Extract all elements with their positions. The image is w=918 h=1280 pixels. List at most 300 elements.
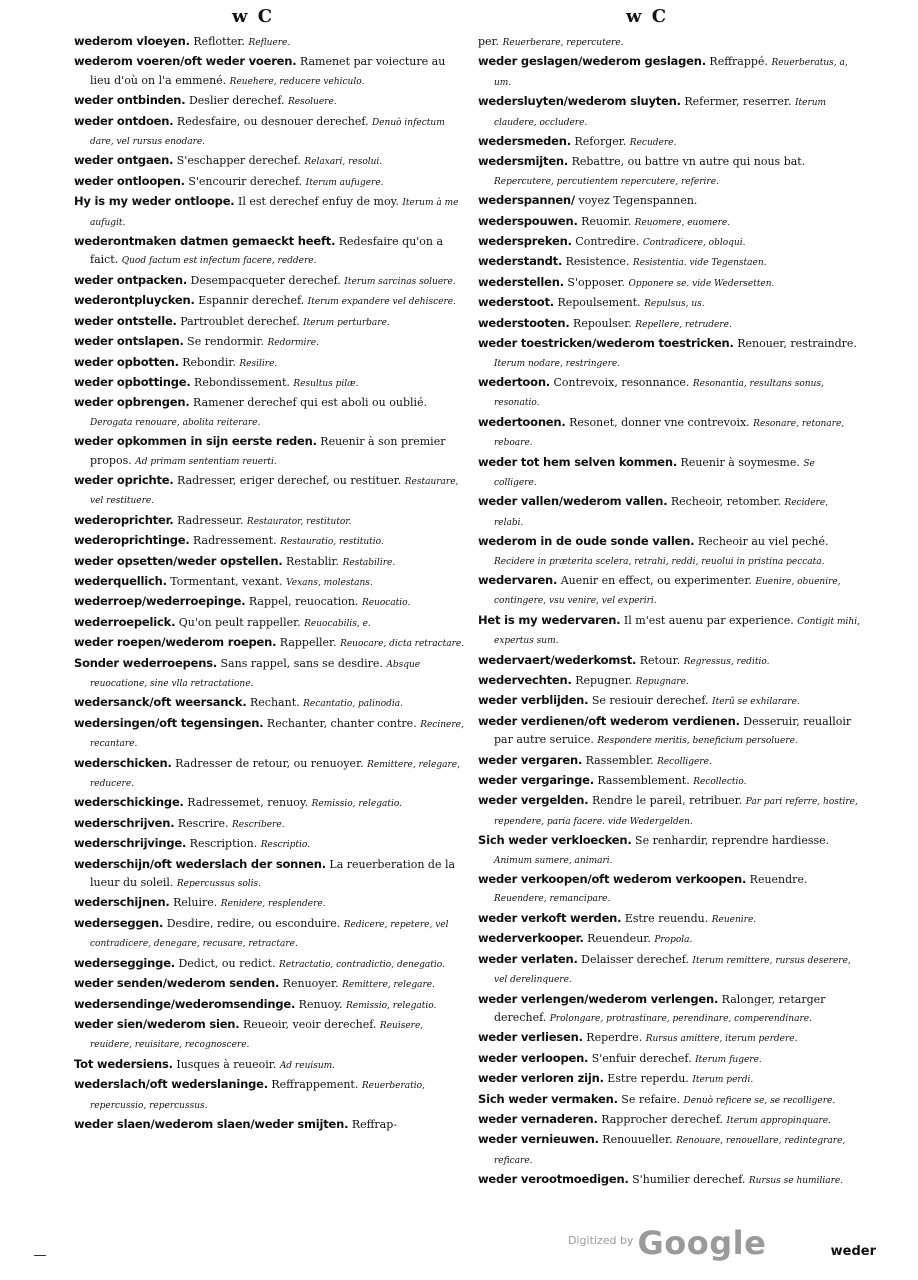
latin-gloss: Reuerberatio, repercussio, repercussus. <box>90 1081 425 1111</box>
latin-gloss: Remissio, relegatio. <box>311 799 402 810</box>
dictionary-entry <box>478 273 860 293</box>
headword: wederspannen/ <box>478 193 575 208</box>
dictionary-entry <box>478 671 860 691</box>
dictionary-entry <box>74 32 466 52</box>
headword: wedertoon. <box>478 374 550 389</box>
dictionary-entry <box>478 909 860 929</box>
latin-gloss: Repugnare. <box>635 677 689 687</box>
dictionary-entry <box>478 751 860 771</box>
headword: wederverkooper. <box>478 931 584 946</box>
headword: wedersingen/oft tegensingen. <box>74 715 264 730</box>
dictionary-entry <box>74 572 466 592</box>
dictionary-entry <box>74 954 466 974</box>
headword: wedervaert/wederkomst. <box>478 652 637 667</box>
french-gloss: Reuendre. <box>749 873 808 887</box>
dictionary-entry <box>478 651 860 671</box>
headword: wedervechten. <box>478 673 572 687</box>
dictionary-entry <box>478 532 860 571</box>
dictionary-entry <box>478 373 860 413</box>
french-gloss: Repoulsement. <box>557 296 641 310</box>
headword: wederoprichter. <box>74 512 174 527</box>
french-gloss: Rescrire. <box>177 816 229 830</box>
latin-gloss: Refluere. <box>248 38 291 48</box>
headword: wederschijn/oft wederslach der sonnen. <box>74 856 326 871</box>
dictionary-entry <box>478 52 860 92</box>
latin-gloss: Recollectio. <box>693 777 747 788</box>
dictionary-entry <box>74 814 466 834</box>
dictionary-entry <box>74 432 466 471</box>
headword: Sich weder vermaken. <box>478 1091 618 1106</box>
dictionary-entry <box>478 1028 860 1048</box>
dictionary-entry <box>74 471 466 511</box>
latin-gloss: Restauratio, restitutio. <box>280 537 384 548</box>
headword: wederoprichtinge. <box>74 533 190 548</box>
headword: wederom voeren/oft weder voeren. <box>74 54 297 69</box>
headword: Hy is my weder ontloope. <box>74 194 235 209</box>
french-gloss: S'opposer. <box>567 275 626 289</box>
french-gloss: Refermer, reserrer. <box>684 95 792 109</box>
french-gloss: Reperdre. <box>586 1031 643 1045</box>
dictionary-entry <box>74 855 466 894</box>
latin-gloss: Rescribere. <box>232 819 285 830</box>
latin-gloss: Recantatio, palinodia. <box>303 699 404 710</box>
french-gloss: Renouer, restraindre. <box>737 337 857 351</box>
french-gloss: Espannir derechef. <box>198 294 305 308</box>
french-gloss: Tormentant, vexant. <box>170 574 283 588</box>
latin-gloss: Absque reuocatione, sine vlla retractatione. <box>90 659 421 689</box>
french-gloss: Radresser, eriger derechef, ou restituer. <box>177 473 402 487</box>
dictionary-entry <box>74 693 466 713</box>
latin-gloss: Animum sumere, animari. <box>494 855 613 866</box>
french-gloss: Reuomir. <box>581 214 632 228</box>
french-gloss: La reuerberation de la lueur du soleil. <box>90 857 456 890</box>
french-gloss: Reuendeur. <box>587 932 651 946</box>
headword: weder verliesen. <box>478 1030 583 1045</box>
headword: weder senden/wederom senden. <box>74 976 280 991</box>
french-gloss: Desseruir, reualloir par autre seruice. <box>494 714 852 747</box>
headword: weder verdienen/oft wederom verdienen. <box>478 713 740 728</box>
dictionary-entry <box>478 32 860 52</box>
latin-gloss: Redormire. <box>267 338 319 349</box>
dictionary-entry <box>478 691 860 711</box>
running-head-right: w C <box>626 6 669 27</box>
french-gloss: Repugner. <box>575 674 633 687</box>
latin-gloss: Reuerberatus, a, um. <box>494 58 848 88</box>
dictionary-entry <box>74 834 466 854</box>
headword: weder ontbinden. <box>74 93 186 108</box>
headword: weder verlengen/wederom verlengen. <box>478 991 719 1006</box>
latin-gloss: Se colligere. <box>494 458 815 488</box>
latin-gloss: Rursus amittere, iterum perdere. <box>645 1034 798 1045</box>
dictionary-entry <box>74 91 466 111</box>
latin-gloss: Recidere, relabi. <box>494 498 829 528</box>
digitized-by-google-watermark <box>568 1224 766 1262</box>
french-gloss: Ramenet par voiecture au lieu d'où on l'a emmené. <box>90 55 446 87</box>
latin-gloss: Denuò infectum dare, vel rursus enodare. <box>90 117 445 148</box>
latin-gloss: Ad reuisum. <box>279 1060 336 1071</box>
latin-gloss: Iterum fugere. <box>695 1054 762 1065</box>
dictionary-entry <box>478 870 860 909</box>
latin-gloss: Resoluere. <box>288 97 337 108</box>
latin-gloss: Resultus pilæ. <box>293 378 359 389</box>
french-gloss: Rebondissement. <box>194 375 290 389</box>
dictionary-entry <box>74 1015 466 1055</box>
headword: wederquellich. <box>74 573 167 588</box>
headword: wederslach/oft wederslaninge. <box>74 1077 268 1092</box>
dictionary-entry <box>74 1115 466 1135</box>
latin-gloss: Iterum aufugere. <box>305 177 384 188</box>
dictionary-entry <box>74 271 466 291</box>
dictionary-entry <box>74 552 466 572</box>
dictionary-entry <box>478 314 860 334</box>
french-gloss: Rassemblement. <box>597 774 690 788</box>
dictionary-entry <box>74 995 466 1015</box>
french-gloss: Deslier derechef. <box>188 94 285 108</box>
french-gloss: Repoulser. <box>573 316 632 330</box>
latin-gloss: Propola. <box>654 935 693 946</box>
dictionary-entry <box>74 754 466 794</box>
dictionary-entry <box>74 531 466 551</box>
headword: weder verootmoedigen. <box>478 1172 629 1187</box>
headword: weder vergaren. <box>478 752 583 767</box>
dictionary-entry <box>478 334 860 373</box>
french-gloss: Se refaire. <box>621 1092 681 1106</box>
latin-gloss: Reuerberare, repercutere. <box>502 38 624 48</box>
headword: weder verlaten. <box>478 951 578 966</box>
french-gloss: Contrevoix, resonnance. <box>553 375 690 389</box>
latin-gloss: Par pari referre, hostire, rependere, paria facere. vide Wedergelden. <box>494 797 858 827</box>
french-gloss: Radresseur. <box>177 513 244 527</box>
dictionary-entry <box>74 793 466 813</box>
headword: weder ontstelle. <box>74 313 177 328</box>
headword: wedersmeden. <box>478 134 571 149</box>
catchword: weder <box>830 1244 876 1259</box>
dictionary-entry <box>478 929 860 949</box>
headword: weder vergelden. <box>478 793 589 808</box>
latin-gloss: Relaxari, resolui. <box>304 157 383 168</box>
headword: wederschijnen. <box>74 895 170 910</box>
headword: weder vallen/wederom vallen. <box>478 494 668 509</box>
latin-gloss: Iterum claudere, occludere. <box>494 98 827 128</box>
latin-gloss: Reuocare, dicta retractare. <box>340 639 465 650</box>
headword: weder vernieuwen. <box>478 1132 599 1147</box>
right-column <box>478 32 860 1191</box>
latin-gloss: Resonantia, resultans sonus, resonatio. <box>494 378 824 409</box>
french-gloss: Rebattre, ou battre vn autre qui nous bat. <box>571 155 806 169</box>
french-gloss: Desempacqueter derechef. <box>190 273 341 287</box>
latin-gloss: Recudere. <box>629 138 677 149</box>
dictionary-entry <box>478 791 860 831</box>
latin-gloss: Resonare, retonare, reboare. <box>494 418 845 449</box>
headword: weder verkoopen/oft wederom verkoopen. <box>478 872 747 887</box>
dictionary-entry <box>478 232 860 252</box>
headword: weder opsetten/weder opstellen. <box>74 553 283 568</box>
dictionary-entry <box>74 714 466 754</box>
french-gloss: Rescription. <box>189 837 258 851</box>
french-gloss: Se rendormir. <box>187 335 264 349</box>
latin-gloss: Quod factum est infectum facere, reddere. <box>121 256 317 267</box>
latin-gloss: Reuocatio. <box>361 598 411 609</box>
dictionary-entry <box>74 373 466 393</box>
french-gloss: Rapprocher derechef. <box>601 1112 724 1126</box>
headword: weder verblijden. <box>478 693 589 708</box>
headword: weder opbotten. <box>74 354 179 369</box>
headword: wederseggingе. <box>74 955 175 970</box>
headword: wederroep/wederroepinge. <box>74 594 246 609</box>
latin-gloss: Rescriptio. <box>260 840 311 851</box>
left-column <box>74 32 466 1135</box>
headword: wedersluyten/wederom sluyten. <box>478 94 681 109</box>
latin-gloss: Opponere se. vide Wedersetten. <box>628 278 775 289</box>
french-gloss: Contredire. <box>575 235 640 249</box>
french-gloss: Reffrap- <box>351 1117 397 1131</box>
french-gloss: Se resiouir derechef. <box>591 694 709 708</box>
french-gloss: Resistence. <box>565 255 630 269</box>
french-gloss: Redesfaire qu'on a faict. <box>90 235 444 267</box>
headword: weder vergaringe. <box>478 773 594 788</box>
french-gloss: Renuoyer. <box>282 977 339 991</box>
latin-gloss: Retractatio, contradictio, denegatio. <box>279 959 445 970</box>
latin-gloss: Repercussus solis. <box>176 879 262 890</box>
dictionary-entry <box>74 974 466 994</box>
headword: wederstoot. <box>478 295 554 310</box>
dictionary-entry <box>478 293 860 313</box>
french-gloss: Desdire, redire, ou esconduire. <box>166 916 341 930</box>
dictionary-entry <box>74 1055 466 1075</box>
dictionary-entry <box>478 492 860 532</box>
headword: wederstandt. <box>478 254 563 269</box>
dictionary-entry <box>478 92 860 132</box>
watermark-prefix: Digitized by <box>568 1234 634 1247</box>
headword: weder toestricken/wederom toestricken. <box>478 336 734 351</box>
headword: wederontpluycken. <box>74 293 195 308</box>
french-gloss: Reueoir, veoir derechef. <box>242 1017 377 1031</box>
dictionary-entry <box>478 1130 860 1170</box>
latin-gloss: Reuomere, euomere. <box>634 217 731 228</box>
dictionary-entry <box>74 1075 466 1115</box>
dictionary-entry <box>478 212 860 232</box>
french-gloss: Reforger. <box>574 135 627 149</box>
latin-gloss: Prolongare, protrastinare, perendinare, comperendinare. <box>549 1013 812 1024</box>
headword: Tot wedersiens. <box>74 1056 173 1071</box>
latin-gloss: Recinere, recantare. <box>90 719 464 750</box>
headword: weder oprichte. <box>74 472 174 487</box>
french-gloss: Estre reuendu. <box>624 911 709 925</box>
latin-gloss: Iterum expandere vel dehiscere. <box>307 297 456 308</box>
latin-gloss: Vexans, molestans. <box>286 577 373 588</box>
latin-gloss: Euenire, obuenire, contingere, vsu venire, vel experiri. <box>494 576 841 607</box>
headword: wederontmaken datmen gemaeckt heeft. <box>74 234 336 249</box>
headword: wederom in de oude sonde vallen. <box>478 534 695 549</box>
french-gloss: Estre reperdu. <box>607 1072 689 1086</box>
french-gloss: Iusques à reueoir. <box>176 1057 277 1071</box>
french-gloss: Renouueller. <box>602 1133 673 1147</box>
latin-gloss: Iterum appropinquare. <box>726 1115 831 1126</box>
headword: weder verkoft werden. <box>478 910 622 925</box>
latin-gloss: Repellere, retrudere. <box>635 319 732 330</box>
dictionary-entry <box>74 332 466 352</box>
french-gloss: Il est derechef enfuy de moy. <box>237 195 399 209</box>
dictionary-entry <box>478 152 860 191</box>
latin-gloss: Iterum à me aufugit. <box>90 198 459 228</box>
latin-gloss: Iterũ se exhilarare. <box>712 697 800 708</box>
latin-gloss: Iterum remittere, rursus deserere, vel derelinquere. <box>494 955 851 986</box>
headword: wedersendinge/wederomsendinge. <box>74 996 296 1011</box>
dictionary-entry <box>74 232 466 271</box>
running-head-left: w C <box>232 6 275 27</box>
latin-gloss: Derogata renouare, abolita reiterare. <box>90 417 261 428</box>
headword: weder ontpacken. <box>74 272 188 287</box>
french-gloss: voyez Tegenspannen. <box>578 194 698 208</box>
latin-gloss: Contigit mihi, expertus sum. <box>494 616 860 647</box>
headword: weder tot hem selven kommen. <box>478 454 678 469</box>
french-gloss: Radressement. <box>193 534 277 548</box>
headword: weder roepen/wederom roepen. <box>74 635 277 650</box>
french-gloss: Reffrappement. <box>271 1078 359 1092</box>
dictionary-entry <box>74 353 466 373</box>
latin-gloss: Regressus, reditio. <box>683 656 770 667</box>
french-gloss: Partroublet derechef. <box>180 314 300 328</box>
headword: wederschrijven. <box>74 815 175 830</box>
latin-gloss: Respondere meritis, beneficium persoluere. <box>597 736 798 747</box>
dictionary-entry <box>478 413 860 453</box>
latin-gloss: Remissio, relegatio. <box>346 1000 437 1011</box>
french-gloss: Radresser de retour, ou renuoyer. <box>175 756 364 770</box>
french-gloss: Rechant. <box>250 696 300 710</box>
latin-gloss: Iterum nodare, restringere. <box>494 358 621 369</box>
french-gloss: Il m'est auenu par experience. <box>623 613 794 627</box>
latin-gloss: Restaurare, vel restituere. <box>90 476 459 507</box>
french-gloss: Rendre le pareil, retribuer. <box>591 794 743 808</box>
dictionary-entry <box>74 914 466 954</box>
headword: wederschicken. <box>74 755 172 770</box>
google-logo: Google <box>637 1224 767 1262</box>
dictionary-entry <box>74 511 466 531</box>
french-gloss: Sans rappel, sans se desdire. <box>220 656 383 670</box>
latin-gloss: Remittere, relegare. <box>342 980 435 991</box>
french-gloss: Reflotter. <box>193 35 245 48</box>
french-gloss: Radressemet, renuoy. <box>187 796 309 810</box>
latin-gloss: Iterum perturbare. <box>303 317 390 328</box>
latin-gloss: Recidere in præterita scelera, retrahi, reddi, reuolui in pristina peccata. <box>494 556 825 567</box>
dictionary-entry <box>74 52 466 91</box>
latin-gloss: Redicere, repetere, vel contradicere, denegare, recusare, retractare. <box>90 919 449 950</box>
dictionary-entry <box>74 893 466 913</box>
french-gloss: S'encourir derechef. <box>188 174 303 188</box>
headword: weder ontloopen. <box>74 173 185 188</box>
french-gloss: Reluire. <box>173 896 218 910</box>
french-gloss: Recheoir au viel peché. <box>697 535 829 549</box>
dictionary-entry <box>478 132 860 152</box>
dictionary-entry <box>74 172 466 192</box>
french-gloss: per. <box>478 35 500 48</box>
headword: weder ontdoen. <box>74 113 174 128</box>
dictionary-entry <box>478 191 860 211</box>
latin-gloss: Reuenire. <box>711 914 757 925</box>
latin-gloss: Resilire. <box>239 358 278 369</box>
dictionary-entry <box>74 151 466 171</box>
dictionary-entry <box>478 771 860 791</box>
latin-gloss: Renouare, renouellare, redintegrare, reficare. <box>494 1136 846 1166</box>
french-gloss: Qu'on peult rappeller. <box>178 615 301 629</box>
dictionary-entry <box>74 633 466 653</box>
headword: wederroepelick. <box>74 614 176 629</box>
french-gloss: Delaisser derechef. <box>581 952 689 966</box>
french-gloss: Resonet, donner vne contrevoix. <box>569 415 750 429</box>
dictionary-entry <box>478 1090 860 1110</box>
headword: weder opkommen in sijn eerste reden. <box>74 434 317 449</box>
latin-gloss: Restabilire. <box>342 557 396 568</box>
dictionary-entry <box>478 712 860 751</box>
headword: wedersanck/oft weersanck. <box>74 695 247 710</box>
headword: weder geslagen/wederom geslagen. <box>478 54 706 69</box>
dictionary-entry <box>478 1110 860 1130</box>
latin-gloss: Iterum perdi. <box>692 1075 754 1086</box>
dictionary-entry <box>478 453 860 493</box>
headword: wederstellen. <box>478 274 564 289</box>
french-gloss: Dedict, ou redict. <box>178 956 276 970</box>
latin-gloss: Reuisere, reuidere, reuisitare, recognoscere. <box>90 1020 424 1051</box>
dictionary-entry <box>74 312 466 332</box>
latin-gloss: Restaurator, restitutor. <box>246 516 352 527</box>
latin-gloss: Remittere, relegare, reducere. <box>90 759 460 790</box>
latin-gloss: Denuò reficere se, se recolligere. <box>683 1095 836 1106</box>
french-gloss: Recheoir, retomber. <box>670 495 781 509</box>
headword: wederseggen. <box>74 915 164 930</box>
dictionary-entry <box>74 192 466 232</box>
dictionary-entry <box>478 611 860 651</box>
french-gloss: Reuenir à son premier propos. <box>90 435 446 467</box>
dictionary-entry <box>478 990 860 1029</box>
headword: wedervaren. <box>478 572 558 587</box>
dictionary-entry <box>478 1049 860 1069</box>
dictionary-entry <box>74 654 466 694</box>
latin-gloss: Contradicere, obloqui. <box>642 238 746 249</box>
headword: weder verloren zijn. <box>478 1071 604 1086</box>
dictionary-entry <box>74 613 466 633</box>
dictionary-entry <box>478 1170 860 1190</box>
headword: wedertoonen. <box>478 414 566 429</box>
latin-gloss: Repulsus, us. <box>644 299 705 310</box>
french-gloss: Ralonger, retarger derechef. <box>494 992 826 1024</box>
french-gloss: S'humilier derechef. <box>632 1173 746 1187</box>
headword: weder opbottinge. <box>74 374 191 389</box>
headword: wederschickinge. <box>74 795 184 810</box>
dictionary-entry <box>478 571 860 611</box>
latin-gloss: Reuehere, reducere vehiculo. <box>229 76 365 87</box>
french-gloss: Renuoy. <box>298 997 343 1011</box>
headword: weder opbrengen. <box>74 395 190 410</box>
french-gloss: Rebondir. <box>182 355 236 369</box>
headword: weder slaen/wederom slaen/weder smijten. <box>74 1116 349 1131</box>
french-gloss: Rappel, reuocation. <box>248 595 359 609</box>
french-gloss: Rappeller. <box>279 636 337 650</box>
french-gloss: S'enfuir derechef. <box>591 1051 692 1065</box>
french-gloss: Restablir. <box>286 554 340 568</box>
dictionary-entry <box>478 252 860 272</box>
headword: wederstooten. <box>478 315 570 330</box>
headword: wederom vloeyen. <box>74 34 190 48</box>
french-gloss: Ramener derechef qui est aboli ou oublié. <box>193 396 428 410</box>
latin-gloss: Iterum sarcinas soluere. <box>344 276 456 287</box>
french-gloss: S'eschapper derechef. <box>176 154 301 168</box>
latin-gloss: Rursus se humiliare. <box>748 1176 844 1187</box>
dictionary-entry <box>478 1069 860 1089</box>
latin-gloss: Reuendere, remancipare. <box>494 894 611 905</box>
latin-gloss: Renidere, resplendere. <box>220 899 326 910</box>
headword: Sonder wederroepens. <box>74 655 218 670</box>
french-gloss: Retour. <box>639 653 681 667</box>
